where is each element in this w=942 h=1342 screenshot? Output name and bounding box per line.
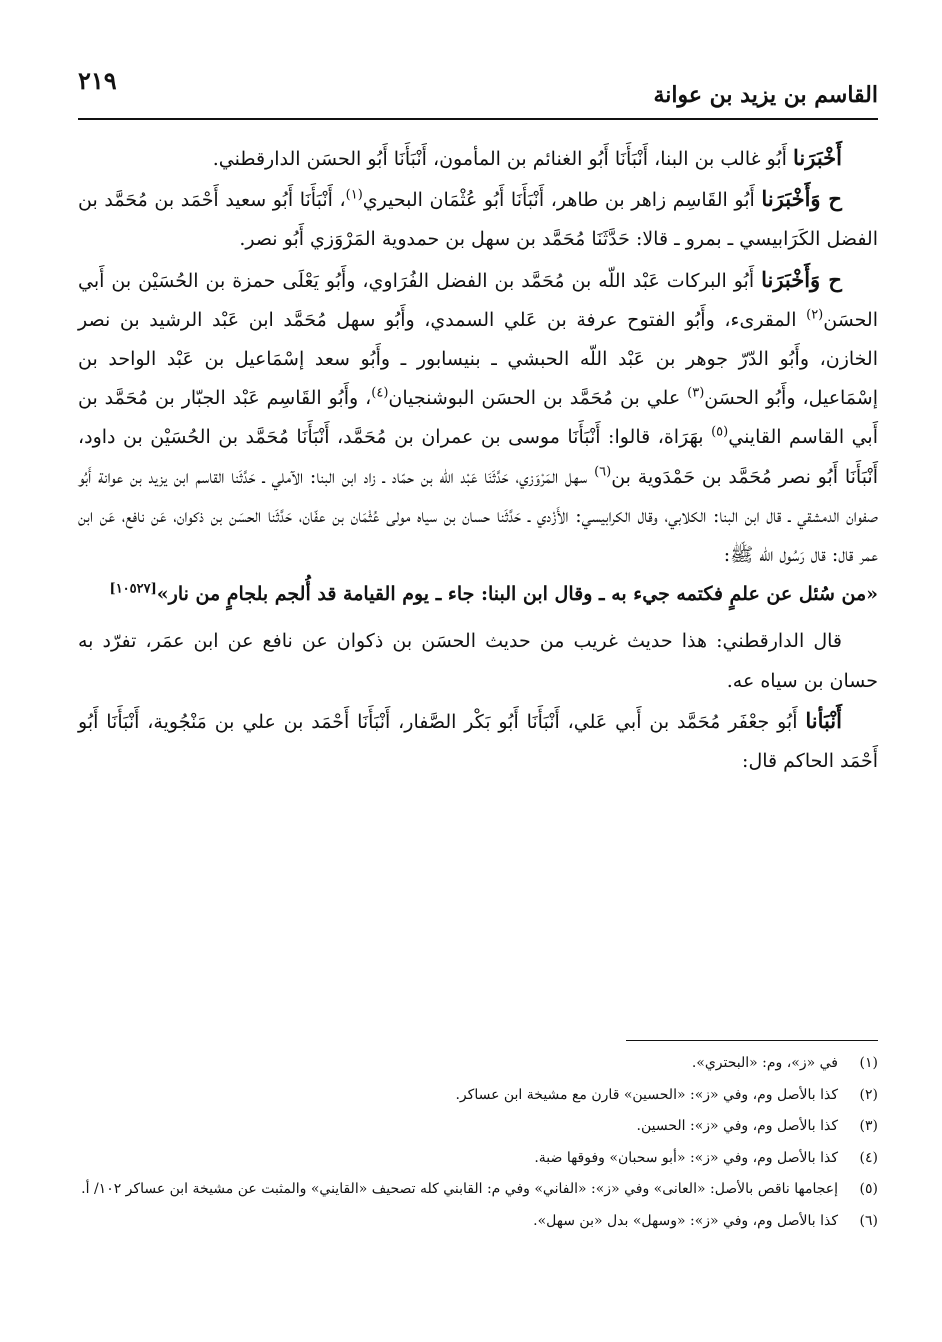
footnotes	[78, 1048, 878, 1237]
hadith-body: «من سُئل عن علمٍ فكتمه جيء به ـ وقال ابن البنا: جاء ـ يوم القيامة قد أُلجم بلجامٍ من نار»	[156, 583, 878, 606]
footnote	[78, 1174, 878, 1206]
footnote-text: كذا بالأصل وم، وفي «ز»: «وسهل» بدل «بن سهل».	[533, 1212, 838, 1229]
chain-keyword: ح وَأَخْبَرَنا	[761, 186, 842, 212]
paragraph-text: علي بن مُحَمَّد بن الحسَن البوشنجيان	[388, 387, 688, 410]
commentary	[78, 622, 878, 700]
main-text	[78, 138, 878, 781]
footnote	[78, 1206, 878, 1238]
paragraph	[78, 179, 878, 259]
footnote	[78, 1048, 878, 1080]
page-header	[78, 58, 878, 120]
footnote-text: إعجامها ناقص بالأصل: «العانى» وفي «ز»: «الفاني» وفي م: القابني كله تصحيف «القايني» والمثبت عن مشيخة ابن عساكر ١٠٢/ أ.	[81, 1181, 838, 1197]
paragraph-text: أَبُو البركات عَبْد اللّه بن مُحَمَّد بن الفضل الفُرَاوي، وأَبُو يَعْلَى حمزة بن الحُسَيْن بن أَبي الحسَن	[78, 269, 878, 331]
footnote-number: (٦)	[859, 1212, 878, 1229]
paragraph-text: أَبُو غالب بن البنا، أَنْبَأَنَا أَبُو الغنائم بن المأمون، أَنْبَأَنَا أَبُو الحسَن الدارقطني.	[212, 148, 794, 170]
paragraph	[78, 701, 878, 781]
footnote-text: كذا بالأصل وم، وفي «ز»: الحسين.	[636, 1118, 838, 1134]
footnote-ref: (٢)	[806, 307, 824, 323]
footnote-text: كذا بالأصل وم، وفي «ز»: «أبو سحبان» وفوقها ضبة.	[534, 1149, 838, 1166]
footnote-ref: (٦)	[594, 464, 612, 480]
paragraph-text: بهَرَاة، قالوا: أَنْبَأَنَا موسى بن عمران بن مُحَمَّد، أَنْبَأَنَا مُحَمَّد بن الحُسَيْن بن داود، أَنْبَأَنَا أَبُو نصر مُحَمَّد بن حَمْدَوية بن	[78, 426, 878, 488]
chain-keyword: أَنْبَأنا	[805, 707, 842, 733]
hadith-number: [١٠٥٢٧]	[109, 581, 157, 597]
paragraph-text: ، أَنْبَأَنَا أَبُو سعيد أَحْمَد بن مُحَمَّد بن الفضل الكَرَابيسي ـ بمرو ـ قالا: حَدَّثَنَا مُحَمَّد بن سهل بن حمدوية المَرْوَزي أَبُو نصر.	[78, 189, 878, 251]
footnote-text: في «ز»، وم: «البحتري».	[691, 1055, 838, 1071]
footnote	[78, 1080, 878, 1112]
commentary-text: قال الدارقطني: هذا حديث غريب من حديث الحسَن بن ذكوان عن نافع عن ابن عمَر، تفرّد به حسان بن سياه عه.	[78, 630, 878, 692]
footnote	[78, 1111, 878, 1143]
paragraph-text: المقرىء، وأَبُو الفتوح عرفة بن عَلي السمدي، وأَبُو سهل مُحَمَّد ابن عَبْد الرشيد بن نصر الخازن، وأَبُو الدّرّ جوهر بن عَبْد اللّه الحبشي ـ بنيسابور ـ وأَبُو سعد إسْمَاعيل بن عَبْد الواحد بن إسْمَاعيل، وأَبُو الحسَن	[78, 308, 879, 410]
footnote-number: (٣)	[859, 1118, 878, 1134]
footnote	[78, 1143, 878, 1175]
paragraph-text: سهل المَرْوَزي، حَدَّثَنَا عَبْد اللّه بن حمّاد ـ زاد ابن البنا: الآملي ـ حَدَّثَنا القاسم ابن يزيد بن عوانة أَبُو صفوان الدمشقي ـ قال ابن البنا: الكلابي، وقال الكرابيسي: الأَزْدي ـ حَدَّثَنا حسان بن سياه مولى عُثْمَان بن عفّان، حَدَّثَنا الحسَن بن ذكوان، عَن نافع، عَن ابن عمر قال: قال رَسُول اللّه ﷺ:	[78, 465, 878, 567]
paragraph	[78, 260, 878, 576]
footnote-number: (١)	[859, 1055, 878, 1071]
hadith-text	[78, 575, 878, 614]
paragraph-text: أَبُو القَاسِم زاهر بن طاهر، أَنْبَأَنَا أَبُو عُثْمَان البحيري	[362, 189, 762, 212]
page-number: ٢١٩	[78, 66, 117, 95]
paragraph-text: أَبُو جعْفَر مُحَمَّد بن أَبي عَلي، أَنْبَأَنَا أَبُو بَكْر الصَّفار، أَنْبَأَنَا أَحْمَد بن علي بن مَنْجُوية، أَنْبَأَنَا أَبُو أَحْمَد الحاكم قال:	[78, 710, 878, 773]
chain-keyword: أَخْبَرَنا	[793, 145, 842, 170]
footnote-ref: (١)	[345, 187, 363, 203]
footnote-divider	[626, 1040, 878, 1041]
footnote-number: (٤)	[859, 1149, 878, 1166]
footnote-text: كذا بالأصل وم، وفي «ز»: «الحسين» قارن مع مشيخة ابن عساكر.	[455, 1086, 838, 1103]
footnote-ref: (٥)	[711, 425, 729, 441]
footnote-number: (٥)	[859, 1181, 878, 1197]
footnote-ref: (٤)	[371, 385, 389, 401]
paragraph-text: ، وأَبُو القَاسِم عَبْد الجبّار بن مُحَمَّد بن أَبي القاسم القايني	[78, 387, 878, 449]
running-title: القاسم بن يزيد بن عوانة	[653, 82, 878, 108]
footnote-number: (٢)	[859, 1086, 878, 1103]
paragraph	[78, 138, 878, 179]
chain-keyword: ح وَأَخْبَرَنا	[761, 266, 842, 292]
footnote-ref: (٣)	[687, 385, 705, 401]
